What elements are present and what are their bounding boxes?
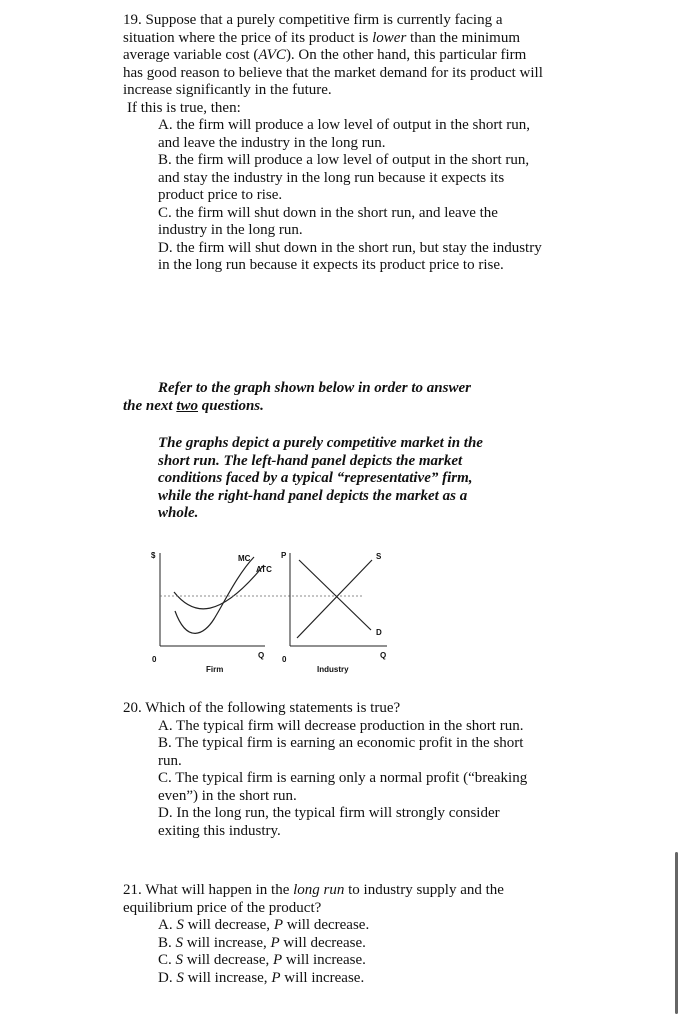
question-19-option-a: A. the firm will produce a low level of output in the short run, and leave the industry in the long run. [158, 117, 531, 151]
question-20-options [158, 718, 543, 841]
question-20-stem: 20. Which of the following statements is true? [123, 700, 401, 716]
question-19-option-d: D. the firm will shut down in the short run, but stay the industry in the long run because it expects its product price to rise. [158, 239, 542, 273]
firm-origin-label: 0 [152, 655, 157, 664]
question-21 [123, 882, 543, 987]
question-19-options [158, 117, 543, 275]
question-19-option-c: C. the firm will shut down in the short run, and leave the industry in the long run. [158, 204, 498, 238]
atc-label: ATC [256, 565, 272, 574]
demand-curve [299, 560, 371, 630]
question-19 [123, 12, 543, 275]
question-19-lead: If this is true, then: [127, 99, 241, 116]
question-21-option-d: D. S will increase, P will increase. [158, 969, 365, 986]
question-21-option-c: C. S will decrease, P will increase. [158, 952, 366, 968]
industry-origin-label: 0 [282, 655, 287, 664]
firm-caption: Firm [206, 665, 224, 674]
industry-caption: Industry [317, 665, 349, 674]
question-20 [123, 700, 543, 840]
question-20-option-d: D. In the long run, the typical firm will strongly consider exiting this industry. [158, 805, 500, 839]
atc-curve [174, 565, 264, 609]
question-21-option-b: B. S will increase, P will decrease. [158, 934, 366, 951]
question-20-option-b: B. The typical firm is earning an economic profit in the short run. [158, 735, 524, 769]
mc-curve [175, 557, 254, 633]
firm-y-axis-label: $ [151, 551, 156, 560]
market-graphs [142, 547, 402, 682]
supply-label: S [376, 552, 382, 561]
firm-x-axis-label: Q [258, 651, 265, 660]
graph-instruction: Refer to the graph shown below in order to answer the next two questions. [123, 380, 471, 414]
supply-curve [297, 560, 372, 638]
industry-x-axis-label: Q [380, 651, 387, 660]
question-19-option-b: B. the firm will produce a low level of output in the short run, and stay the industry in the long run because it expects its product price to rise. [158, 152, 530, 203]
question-21-option-a: A. S will decrease, P will decrease. [158, 917, 370, 933]
graph-description: The graphs depict a purely competitive market in the short run. The left-hand panel depicts the market conditions faced by a typical “representative” firm, while the right-hand panel depicts the market as a whole. [158, 435, 483, 521]
question-20-option-c: C. The typical firm is earning only a normal profit (“breaking even”) in the short run. [158, 770, 528, 804]
mc-label: MC [238, 554, 251, 563]
demand-label: D [376, 628, 382, 637]
industry-y-axis-label: P [281, 551, 287, 560]
question-21-stem: 21. What will happen in the long run to industry supply and the equilibrium price of the product? [123, 882, 504, 916]
question-21-options [158, 917, 543, 987]
vertical-scrollbar[interactable] [675, 852, 678, 1014]
question-19-stem: 19. Suppose that a purely competitive firm is currently facing a situation where the price of its product is lower than the minimum average variable cost (AVC). On the other hand, this particular firm has good reason to believe that the market demand for its product will increase significantly in the future. If this is true, then: [123, 12, 543, 116]
question-20-option-a: A. The typical firm will decrease production in the short run. [158, 717, 524, 734]
